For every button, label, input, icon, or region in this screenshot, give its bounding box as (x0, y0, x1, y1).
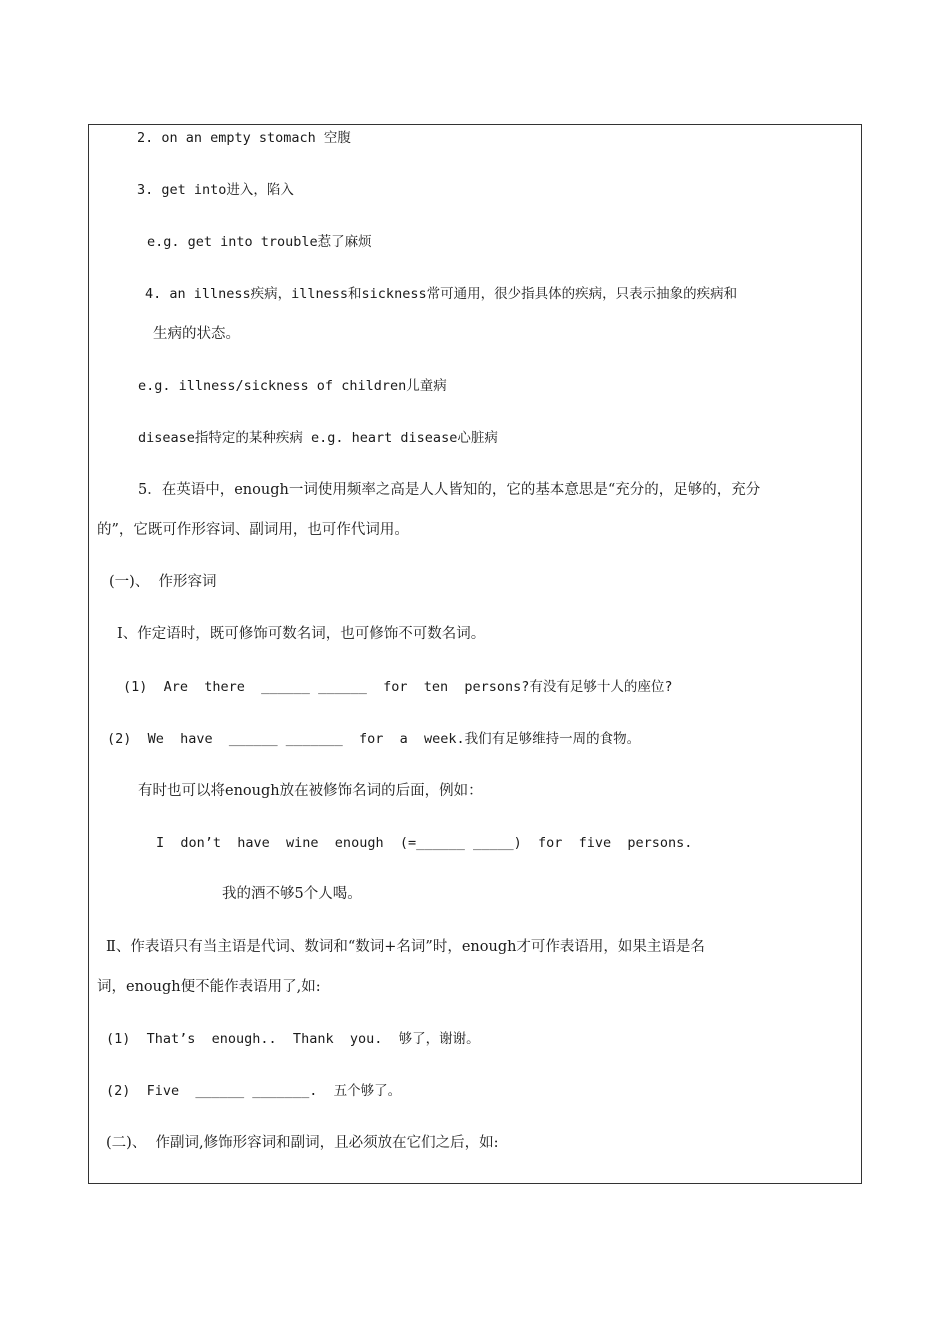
content-box (88, 124, 862, 1184)
item-4-illness: 4. an illness疾病，illness和sickness常可通用，很少指具体的疾病，只表示抽象的疾病和 (145, 286, 738, 302)
section-2-heading: (二)、 作副词,修饰形容词和副词，且必须放在它们之后，如: (106, 1135, 499, 1151)
item-5-enough: 5．在英语中，enough一词使用频率之高是人人皆知的，它的基本意思是“充分的，足够的，充分 (138, 482, 761, 498)
postposition-note: 有时也可以将enough放在被修饰名词的后面，例如： (138, 783, 483, 799)
item-5-enough-cont: 的”，它既可作形容词、副词用，也可作代词用。 (97, 522, 409, 538)
item-3-get-into: 3. get into进入，陷入 (137, 182, 294, 198)
exercise-wine: I don’t have wine enough (=______ _____) for five persons. (156, 835, 693, 851)
section-1-heading: (一)、 作形容词 (109, 574, 217, 590)
rule-2-predicative-cont: 词，enough便不能作表语用了,如: (97, 979, 321, 995)
item-2-empty-stomach: 2. on an empty stomach 空腹 (137, 130, 351, 146)
example-illness-children: e.g. illness/sickness of children儿童病 (138, 378, 447, 394)
rule-1-attributive: Ⅰ、作定语时，既可修饰可数名词，也可修饰不可数名词。 (117, 626, 486, 642)
example-thats-enough: (1) That’s enough.. Thank you. 够了，谢谢。 (106, 1031, 480, 1047)
disease-note: disease指特定的某种疾病 e.g. heart disease心脏病 (138, 430, 498, 446)
exercise-1-seats: (1) Are there ______ ______ for ten persons?有没有足够十人的座位? (123, 679, 673, 695)
exercise-wine-translation: 我的酒不够5个人喝。 (222, 886, 362, 902)
example-get-into-trouble: e.g. get into trouble惹了麻烦 (147, 234, 372, 250)
rule-2-predicative: Ⅱ、作表语只有当主语是代词、数词和“数词+名词”时，enough才可作表语用，如果主语是名 (106, 939, 705, 955)
exercise-2-food: (2) We have ______ _______ for a week.我们有足够维持一周的食物。 (107, 731, 641, 747)
exercise-five: (2) Five ______ _______. 五个够了。 (106, 1083, 402, 1099)
item-4-illness-cont: 生病的状态。 (153, 326, 240, 342)
